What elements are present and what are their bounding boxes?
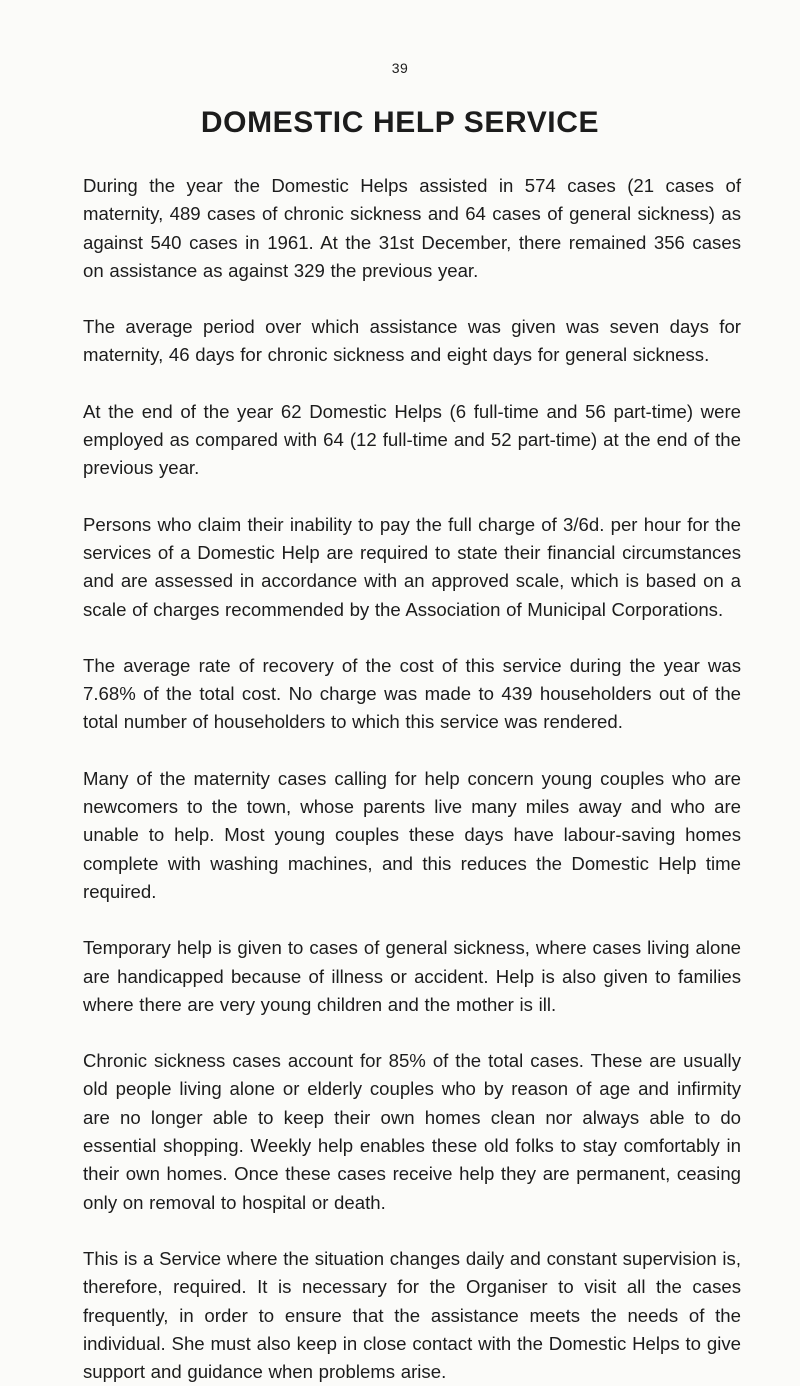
paragraph-recovery-rate: The average rate of recovery of the cost of this service during the year was 7.68% of the total cost. No charge was made to 439 householders out of the total number of householders to which this service was rendered.	[83, 654, 741, 733]
paragraph-supervision: This is a Service where the situation changes daily and constant supervision is, therefore, required. It is necessary for the Organiser to visit all the cases frequently, in order to ensure that the assistance meets the needs of the individual. She must also keep in close contact with the Domestic Helps to give support and guidance when problems arise.	[83, 1247, 741, 1383]
paragraph-maternity-cases: Many of the maternity cases calling for help concern young couples who are newcomers to the town, whose parents live many miles away and who are unable to help. Most young couples these days have labour-saving homes complete with washing machines, and this reduces the Domestic Help time required.	[83, 767, 741, 902]
page-number: 39	[391, 60, 409, 76]
paragraph-chronic-sickness: Chronic sickness cases account for 85% of the total cases. These are usually old people living alone or elderly couples who by reason of age and infirmity are no longer able to keep their own homes clean nor always able to do essential shopping. Weekly help enables these old folks to stay comfortably in their own homes. Once these cases receive help they are permanent, ceasing only on removal to hospital or death.	[83, 1050, 741, 1213]
paragraph-cases-assisted: During the year the Domestic Helps assisted in 574 cases (21 cases of maternity, 489 cases of chronic sickness and 64 cases of general sickness) as against 540 cases in 1961. At the 31st December, there remained 356 cases on assistance as against 329 the previous year.	[83, 175, 741, 281]
paragraph-staff-employed: At the end of the year 62 Domestic Helps (6 full-time and 56 part-time) were employed as compared with 64 (12 full-time and 52 part-time) at the end of the previous year.	[83, 400, 741, 479]
page-title: DOMESTIC HELP SERVICE	[200, 106, 600, 139]
body-text	[83, 172, 741, 1386]
paragraph-temporary-help: Temporary help is given to cases of general sickness, where cases living alone are handicapped because of illness or accident. Help is also given to families where there are very young children and the mother is ill.	[83, 937, 741, 1015]
paragraph-charges: Persons who claim their inability to pay the full charge of 3/6d. per hour for the services of a Domestic Help are required to state their financial circumstances and are assessed in accordance with an approved scale, which is based on a scale of charges recommended by the Association of Municipal Corporations.	[83, 513, 741, 620]
paragraph-average-period: The average period over which assistance was given was seven days for maternity, 46 days for chronic sickness and eight days for general sickness.	[83, 316, 741, 366]
